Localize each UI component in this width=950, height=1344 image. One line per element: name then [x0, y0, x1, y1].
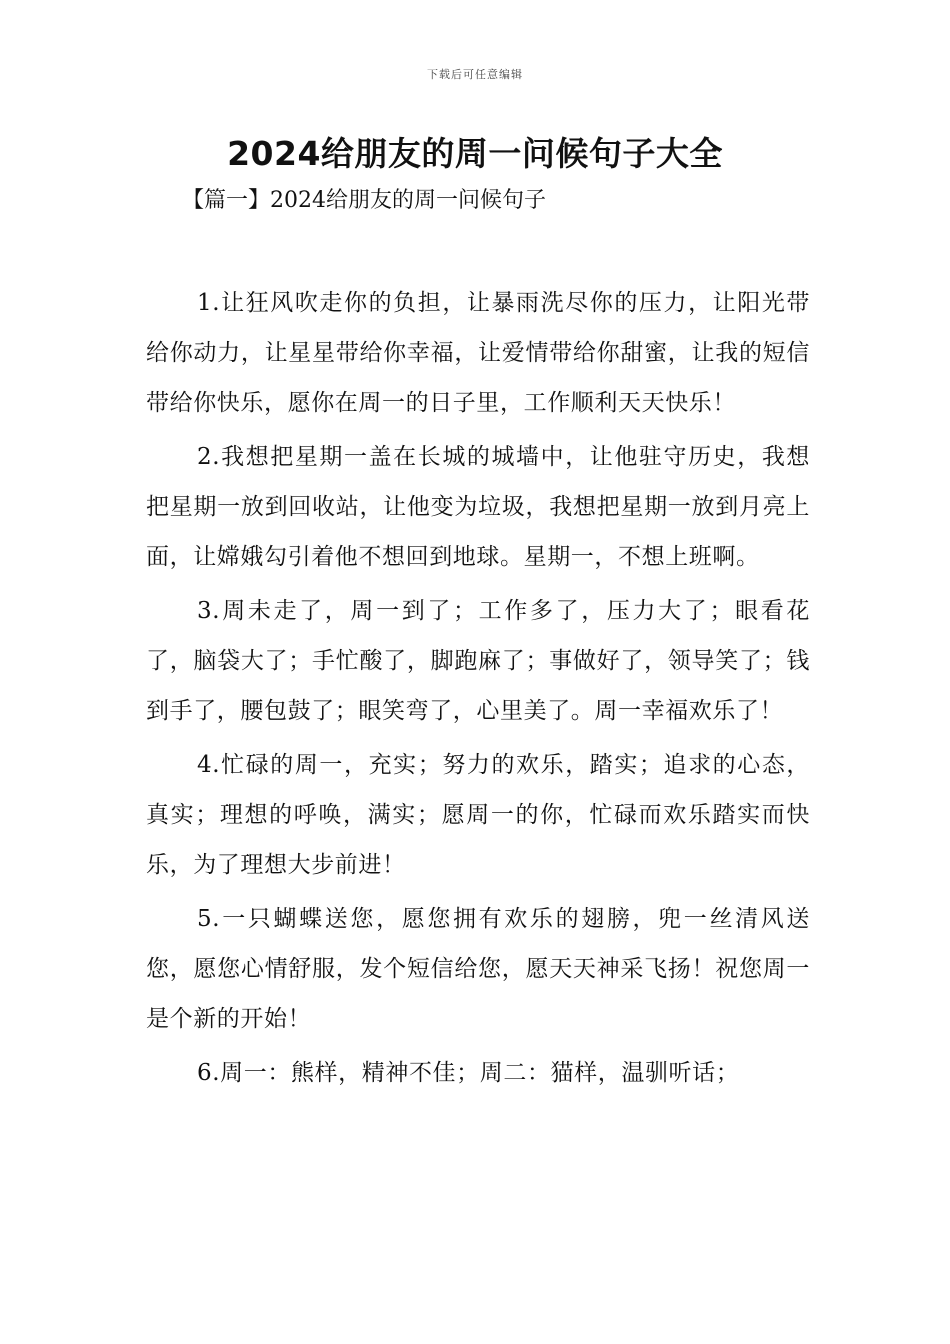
paragraph-2: 2.我想把星期一盖在长城的城墙中，让他驻守历史，我想把星期一放到回收站，让他变为垃圾，我想把星期一放到月亮上面，让嫦娥勾引着他不想回到地球。星期一，不想上班啊。: [146, 444, 810, 570]
paragraph-5: 5.一只蝴蝶送您，愿您拥有欢乐的翅膀，兜一丝清风送您，愿您心情舒服，发个短信给您，愿天天神采飞扬！祝您周一是个新的开始！: [146, 906, 810, 1032]
paragraph-4: 4.忙碌的周一，充实；努力的欢乐，踏实；追求的心态，真实；理想的呼唤，满实；愿周一的你，忙碌而欢乐踏实而快乐，为了理想大步前进！: [146, 752, 810, 878]
header-note: 下载后可任意编辑: [427, 68, 523, 81]
body-text: [146, 278, 810, 1102]
paragraph-6: 6.周一：熊样，精神不佳；周二：猫样，温驯听话；: [197, 1060, 740, 1086]
paragraph-1: 1.让狂风吹走你的负担，让暴雨洗尽你的压力，让阳光带给你动力，让星星带给你幸福，让爱情带给你甜蜜，让我的短信带给你快乐，愿你在周一的日子里，工作顺利天天快乐！: [146, 290, 810, 416]
document-title: 2024给朋友的周一问候句子大全: [227, 134, 723, 173]
paragraph-3: 3.周未走了，周一到了；工作多了，压力大了；眼看花了，脑袋大了；手忙酸了，脚跑麻了；事做好了，领导笑了；钱到手了，腰包鼓了；眼笑弯了，心里美了。周一幸福欢乐了！: [146, 598, 810, 724]
section-heading: 【篇一】2024给朋友的周一问候句子: [182, 188, 546, 213]
